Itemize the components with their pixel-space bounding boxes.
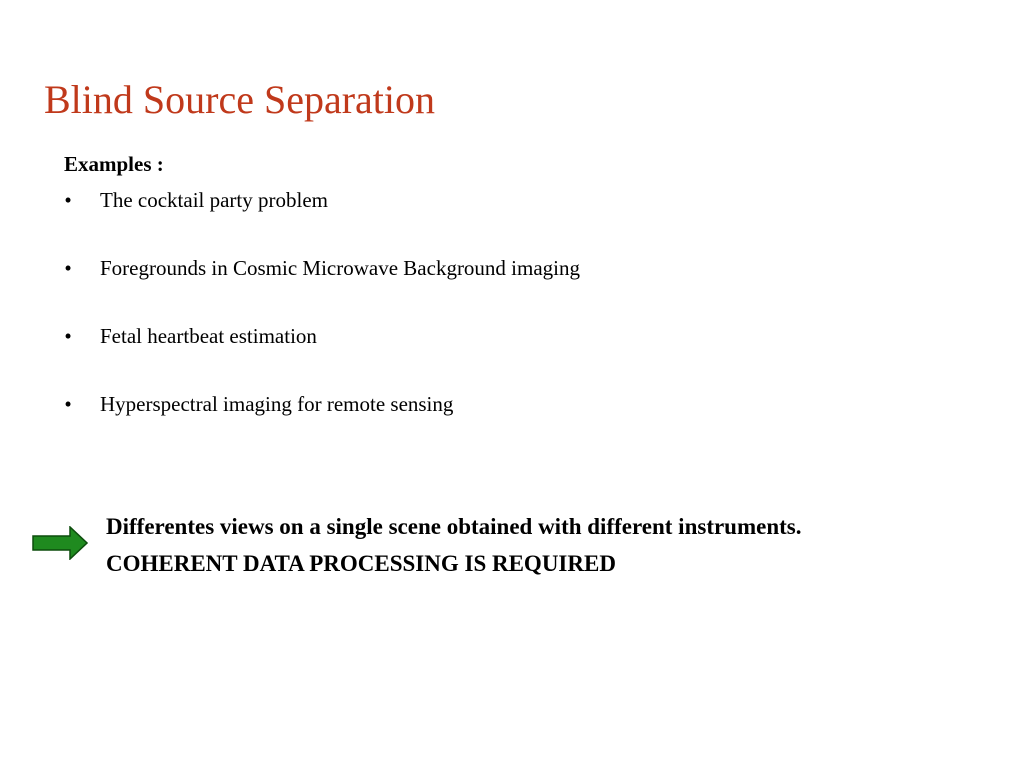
conclusion-line-1: Differentes views on a single scene obtained with different instruments. <box>106 514 802 539</box>
bullet-text: Fetal heartbeat estimation <box>100 324 317 348</box>
conclusion-line-2: COHERENT DATA PROCESSING IS REQUIRED <box>106 551 616 576</box>
examples-heading: Examples : <box>64 152 164 176</box>
bullet-text: Foregrounds in Cosmic Microwave Background imaging <box>100 256 581 280</box>
slide-title: Blind Source Separation <box>44 77 436 122</box>
right-arrow-icon <box>32 526 88 560</box>
bullet-text: The cocktail party problem <box>100 188 328 212</box>
bullet-icon: • <box>64 188 72 212</box>
conclusion-text <box>106 508 802 582</box>
bullet-icon: • <box>64 256 72 280</box>
bullet-icon: • <box>64 324 72 348</box>
bullet-text: Hyperspectral imaging for remote sensing <box>100 392 454 416</box>
bullet-icon: • <box>64 392 72 416</box>
